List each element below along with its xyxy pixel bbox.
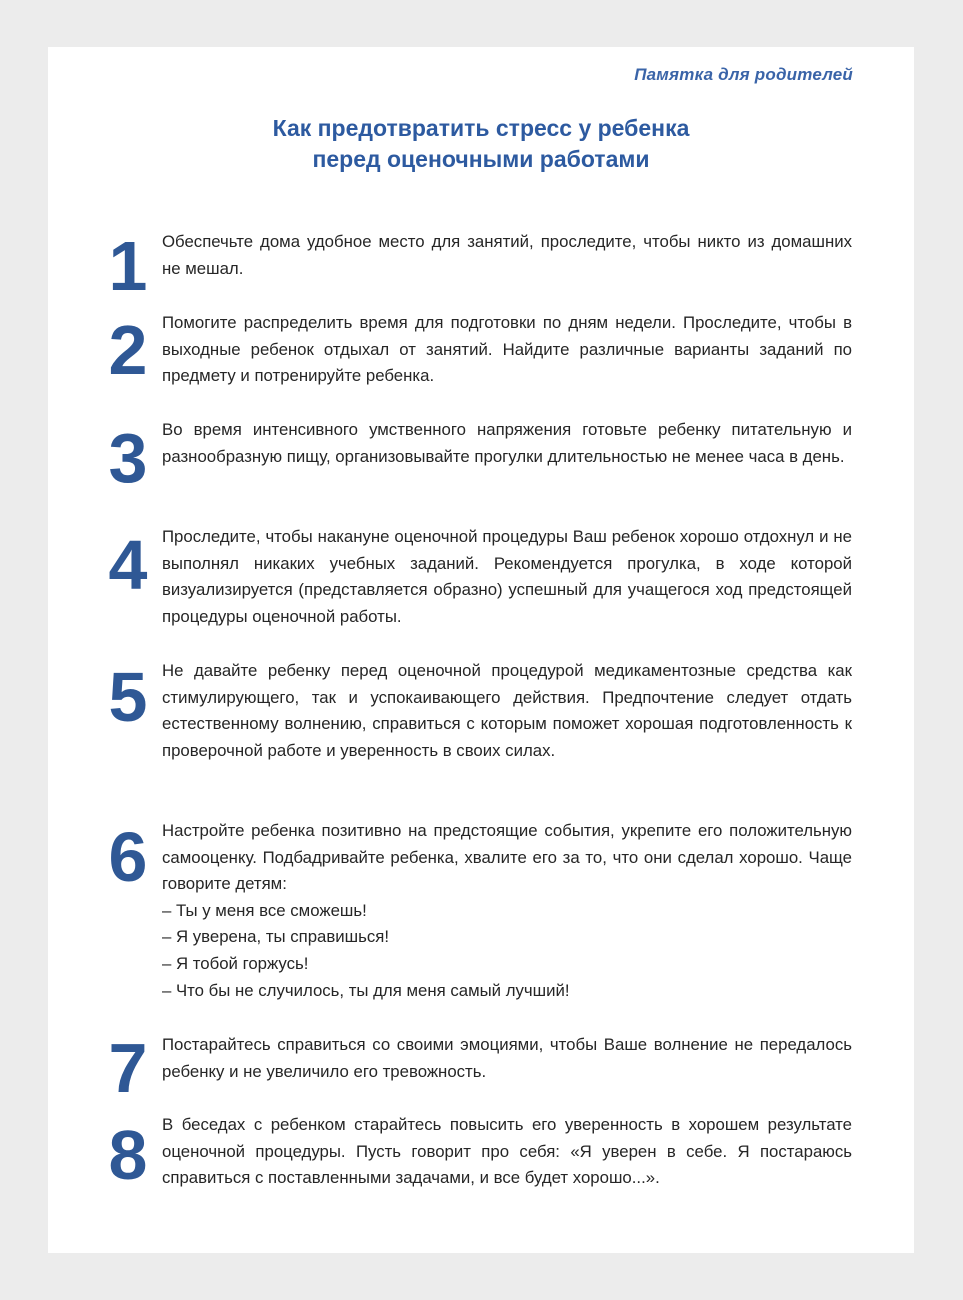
encouragement-phrase: – Я тобой горжусь! (162, 953, 309, 973)
tip-text (162, 524, 852, 630)
tip-text (162, 310, 852, 390)
tip-number: 2 (108, 311, 148, 389)
tip-paragraph: Настройте ребенка позитивно на предстоящие события, укрепите его положительную самооценку. Подбадривайте ребенка, хвалите его за то, что они сделал хорошо. Чаще говорите детям: (162, 821, 852, 894)
page-title-line-1: Как предотвратить стресс у ребенка (272, 115, 690, 141)
tip-text (162, 658, 852, 764)
tip-text (162, 417, 852, 470)
page-title (48, 113, 914, 175)
tip-number: 8 (108, 1116, 148, 1194)
tip-number: 6 (108, 818, 148, 896)
page-title-line-2: перед оценочными работами (312, 146, 650, 172)
tip-paragraph: Во время интенсивного умственного напряжения готовьте ребенку питательную и разнообразную пищу, организовывайте прогулки длительностью не менее часа в день. (162, 420, 852, 466)
memo-page (48, 47, 914, 1253)
tip-paragraph: Обеспечьте дома удобное место для занятий, проследите, чтобы никто из домашних не мешал. (162, 232, 852, 278)
tip-paragraph: Проследите, чтобы накануне оценочной процедуры Ваш ребенок хорошо отдохнул и не выполнял никаких учебных заданий. Рекомендуется прогулка, в ходе которой визуализируется (представляется образно) успешный для учащегося ход предстоящей процедуры оценочной работы. (162, 527, 852, 626)
tip-paragraph: Помогите распределить время для подготовки по дням недели. Проследите, чтобы в выходные ребенок отдыхал от занятий. Найдите различные варианты заданий по предмету и потренируйте ребенка. (162, 313, 852, 386)
tip-number: 3 (108, 419, 148, 497)
tip-text (162, 229, 852, 282)
encouragement-phrase: – Я уверена, ты справишься! (162, 927, 390, 947)
encouragement-phrase: – Что бы не случилось, ты для меня самый лучший! (162, 980, 570, 1000)
encouragement-phrase: – Ты у меня все сможешь! (162, 900, 367, 920)
tip-number: 5 (108, 658, 148, 736)
tip-paragraph: Постарайтесь справиться со своими эмоциями, чтобы Ваше волнение не передалось ребенку и не увеличило его тревожность. (162, 1035, 852, 1081)
tip-number: 4 (108, 526, 148, 604)
tip-number: 1 (108, 227, 148, 305)
tip-paragraph: В беседах с ребенком старайтесь повысить его уверенность в хорошем результате оценочной процедуры. Пусть говорит про себя: «Я уверен в себе. Я постараюсь справиться с поставленными задачами, и все будет хорошо...». (162, 1115, 852, 1188)
tip-text (162, 1032, 852, 1085)
tip-paragraph: Не давайте ребенку перед оценочной процедурой медикаментозные средства как стимулирующего, так и успокаивающего действия. Предпочтение следует отдать естественному волнению, справиться с которым поможет хорошая подготовленность к проверочной работе и уверенность в своих силах. (162, 661, 852, 760)
header-tag: Памятка для родителей (634, 65, 853, 84)
tip-text (162, 818, 852, 1004)
tip-number: 7 (108, 1029, 148, 1107)
tip-text (162, 1112, 852, 1192)
